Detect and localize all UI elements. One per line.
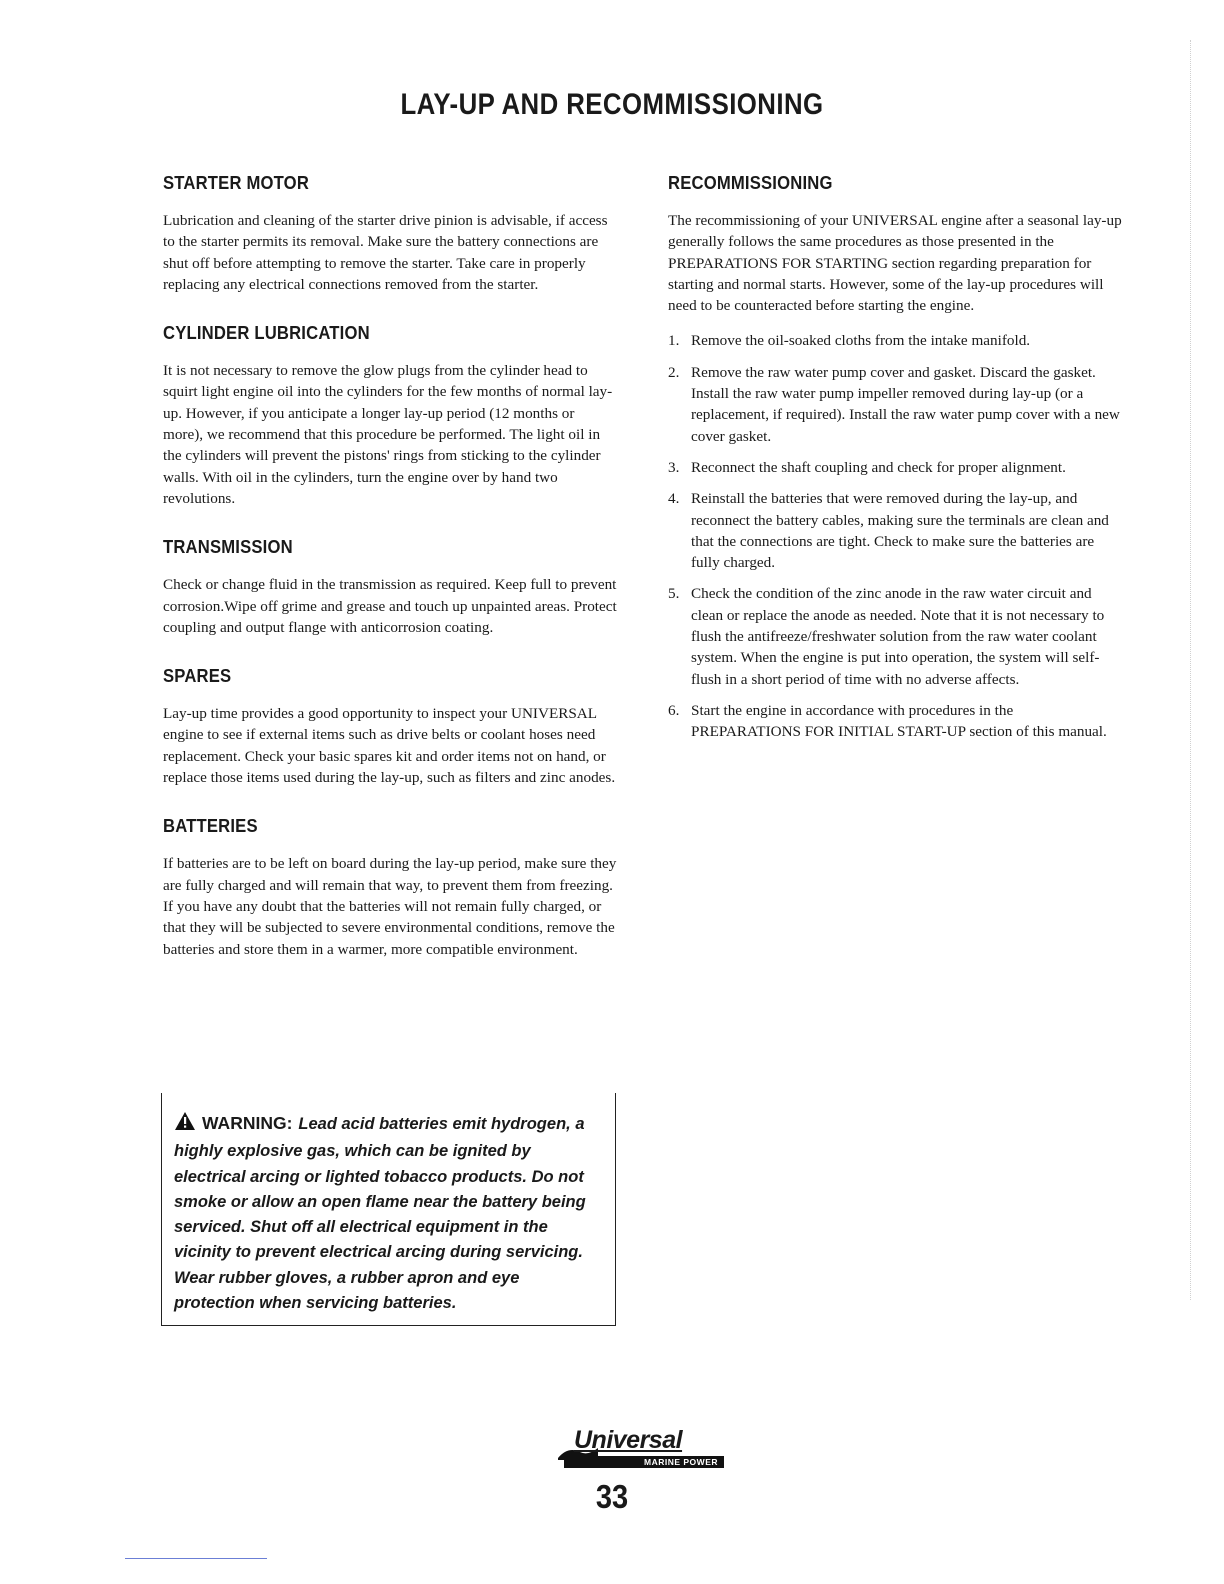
section-starter-motor bbox=[163, 172, 618, 295]
heading-cylinder-lubrication: CYLINDER LUBRICATION bbox=[163, 322, 370, 344]
page-edge-rule bbox=[1190, 40, 1191, 1300]
body-cylinder-lubrication: It is not necessary to remove the glow plugs from the cylinder head to squirt light engine oil into the cylinders for the few months of normal lay-up. However, if you anticipate a longer lay-up period (12 months or more), we recommend that this procedure be performed. The light oil in the cylinders will prevent the pistons' rings from sticking to the cylinder walls. With oil in the cylinders, turn the engine over by hand two revolutions. bbox=[163, 362, 613, 507]
heading-spares: SPARES bbox=[163, 665, 232, 687]
warning-message: Lead acid batteries emit hydrogen, a highly explosive gas, which can be ignited by electrical arcing or lighted tobacco products. Do not smoke or allow an open flame near the battery being serviced. Shut off all electrical equipment in the vicinity to prevent electrical arcing during servicing. Wear rubber gloves, a rubber apron and eye protection when servicing batteries. bbox=[174, 1115, 586, 1313]
footer-rule bbox=[125, 1558, 267, 1559]
section-transmission bbox=[163, 536, 618, 638]
logo-tagline: MARINE POWER bbox=[564, 1456, 724, 1468]
warning-triangle-icon bbox=[174, 1111, 196, 1139]
section-spares bbox=[163, 665, 618, 788]
list-item: 5. Check the condition of the zinc anode in the raw water circuit and clean or replace the anode as needed. Note that it is not necessary to flush the antifreeze/freshwater solution from the raw water coolant system. When the engine is put into operation, the system will self-flush in a short period of time with no adverse affects. bbox=[668, 585, 1105, 688]
list-item: 4. Reinstall the batteries that were removed during the lay-up, and reconnect the battery cables, making sure the terminals are clean and that the connections are tight. Check to make sure the batteries are fully charged. bbox=[668, 490, 1109, 572]
page-number: 33 bbox=[595, 1478, 629, 1515]
body-spares: Lay-up time provides a good opportunity to inspect your UNIVERSAL engine to see if external items such as drive belts or coolant hoses need replacement. Check your basic spares kit and order items not on hand, or replace those items used during the lay-up, such as filters and zinc anodes. bbox=[163, 705, 616, 787]
left-column bbox=[163, 172, 618, 987]
universal-logo bbox=[556, 1426, 726, 1466]
right-column bbox=[668, 172, 1123, 753]
list-item: 6. Start the engine in accordance with procedures in the PREPARATIONS FOR INITIAL START-UP section of this manual. bbox=[668, 701, 1107, 741]
warning-text-block bbox=[174, 1111, 599, 1316]
body-batteries: If batteries are to be left on board during the lay-up period, make sure they are fully charged and will remain that way, to prevent them from freezing. If you have any doubt that the batteries will not remain fully charged, or that they will be subjected to severe environmental conditions, remove the batteries and store them in a warmer, more compatible environment. bbox=[163, 855, 617, 958]
heading-transmission: TRANSMISSION bbox=[163, 536, 293, 558]
list-item: 2. Remove the raw water pump cover and gasket. Discard the gasket. Install the raw water pump impeller removed during lay-up (or a replacement, if required). Install the raw water pump cover with a new cover gasket. bbox=[668, 363, 1120, 445]
list-item: 1. Remove the oil-soaked cloths from the intake manifold. bbox=[668, 332, 1031, 350]
page-title: LAY-UP AND RECOMMISSIONING bbox=[400, 88, 824, 121]
body-starter-motor: Lubrication and cleaning of the starter drive pinion is advisable, if access to the starter permits its removal. Make sure the battery connections are shut off before attempting to remove the starter. Take care in properly replacing any electrical connections removed from the starter. bbox=[163, 212, 608, 293]
logo-brand: Universal bbox=[574, 1426, 683, 1454]
heading-starter-motor: STARTER MOTOR bbox=[163, 172, 310, 193]
recommissioning-intro: The recommissioning of your UNIVERSAL engine after a seasonal lay-up generally follows the same procedures as those presented in the PREPARATIONS FOR STARTING section regarding preparation for starting and normal starts. However, some of the lay-up procedures will need to be counteracted before starting the engine. bbox=[668, 212, 1122, 315]
warning-box bbox=[161, 1093, 616, 1326]
body-transmission: Check or change fluid in the transmission as required. Keep full to prevent corrosion.Wipe off grime and grease and touch up unpainted areas. Protect coupling and output flange with anticorrosion coating. bbox=[163, 576, 617, 636]
section-batteries bbox=[163, 815, 618, 959]
list-item: 3. Reconnect the shaft coupling and check for proper alignment. bbox=[668, 458, 1066, 476]
recommissioning-steps bbox=[668, 330, 1123, 742]
warning-label: WARNING: bbox=[202, 1113, 293, 1133]
heading-batteries: BATTERIES bbox=[163, 815, 258, 837]
section-cylinder-lubrication bbox=[163, 322, 618, 509]
heading-recommissioning: RECOMMISSIONING bbox=[668, 172, 833, 193]
